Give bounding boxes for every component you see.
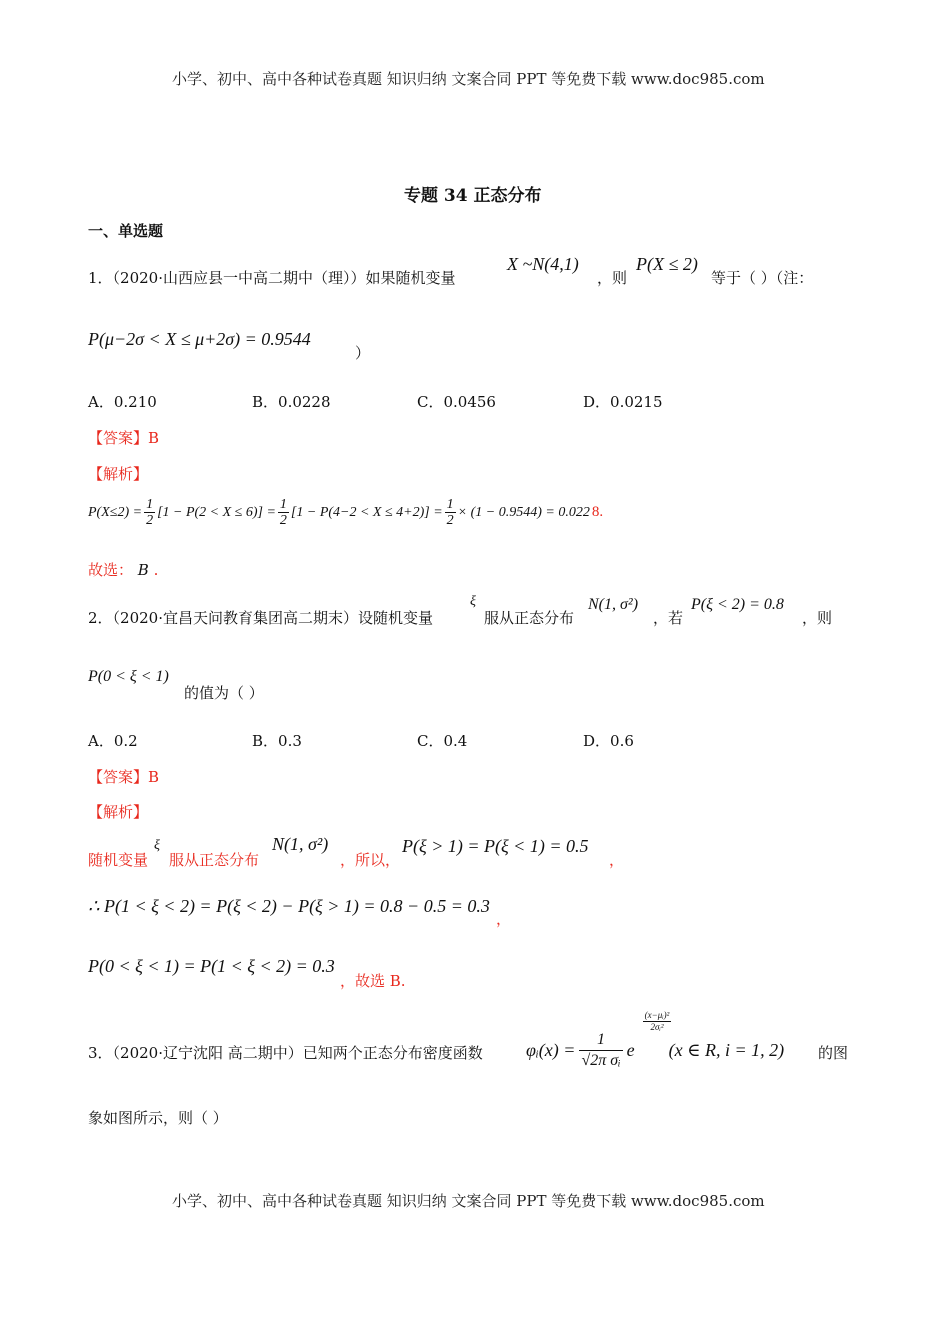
q2-analysis-math-2: P(ξ > 1) = P(ξ < 1) = 0.5 <box>402 836 589 856</box>
q2-analysis-line1-c: ，所以， <box>340 851 401 869</box>
q1-solution <box>88 497 603 528</box>
q2-option-d: D．0.6 <box>583 732 634 750</box>
q3-stem-a: 3．（2020·辽宁沈阳 高二期中）已知两个正态分布密度函数 <box>88 1044 483 1062</box>
q1-conclusion-text: 故选： <box>88 561 134 579</box>
q3-exponent <box>643 1010 672 1033</box>
q1-sol-part2: [1 − P(2 < X ≤ 6)] = <box>157 504 276 520</box>
q2-analysis-line2: ∴ P(1 < ξ < 2) = P(ξ < 2) − P(ξ > 1) = 0.8 − 0.5 = 0.3 <box>88 896 490 916</box>
q2-math-1: N(1, σ²) <box>588 596 639 613</box>
q1-conclusion-letter: B <box>137 561 149 579</box>
q2-option-a: A．0.2 <box>88 732 138 750</box>
q1-sol-tail: 8. <box>591 504 604 520</box>
q1-sol-part4: × (1 − 0.9544) = 0.022 <box>457 504 590 520</box>
q1-analysis-label: 【解析】 <box>88 465 149 483</box>
q1-option-b: B．0.0228 <box>252 393 331 411</box>
q3-phi: φᵢ(x) = <box>526 1039 576 1060</box>
q1-sol-half-2: $\frac{1}{2}$ <box>279 497 287 528</box>
q1-stem-c: 等于（ ）（注： <box>711 269 814 287</box>
q2-analysis-line1-b: 服从正态分布 <box>169 851 260 869</box>
q2-stem-e: 的值为（ ） <box>184 684 264 702</box>
q1-option-a: A．0.210 <box>88 393 157 411</box>
q3-frac-num: 1 <box>579 1030 622 1051</box>
q1-sol-half-3: $\frac{1}{2}$ <box>446 497 454 528</box>
q2-xi: ξ <box>470 594 476 609</box>
page-footer: 小学、初中、高中各种试卷真题 知识归纳 文案合同 PPT 等免费下载 www.doc985.com <box>172 1192 765 1210</box>
q2-analysis-line3-end: ，故选 B. <box>340 972 406 990</box>
q2-math-2: P(ξ < 2) = 0.8 <box>691 596 784 613</box>
q1-conclusion-period: . <box>153 561 159 579</box>
q2-stem-d: ，则 <box>802 609 833 627</box>
q1-math-2: P(X ≤ 2) <box>636 254 698 274</box>
q3-exp-den: 2σᵢ² <box>650 1021 664 1032</box>
q1-answer: 【答案】B <box>88 429 160 447</box>
q1-option-c: C．0.0456 <box>417 393 496 411</box>
q3-e: e <box>626 1039 635 1060</box>
q3-exp-num: (x−μᵢ)² <box>644 1009 670 1020</box>
q2-stem-c: ，若 <box>653 609 684 627</box>
q1-stem-a: 1．（2020·山西应县一中高二期中（理））如果随机变量 <box>88 269 456 287</box>
q2-math-3: P(0 < ξ < 1) <box>88 668 169 685</box>
q1-stem-b: ，则 <box>597 269 628 287</box>
page-title: 专题 34 正态分布 <box>404 186 542 206</box>
q1-note-end: ） <box>355 344 371 362</box>
q2-stem-b: 服从正态分布 <box>484 609 575 627</box>
q2-analysis-line2-end: ， <box>496 910 512 928</box>
q1-option-d: D．0.0215 <box>583 393 663 411</box>
q2-analysis-line3: P(0 < ξ < 1) = P(1 < ξ < 2) = 0.3 <box>88 956 335 976</box>
q2-option-c: C．0.4 <box>417 732 468 750</box>
q2-analysis-label: 【解析】 <box>88 803 149 821</box>
q1-sol-part1: P(X≤2) = <box>88 504 143 520</box>
q2-analysis-line1-end: ， <box>609 851 625 869</box>
q3-density-formula <box>526 1009 785 1085</box>
q1-conclusion <box>88 559 158 580</box>
page-header: 小学、初中、高中各种试卷真题 知识归纳 文案合同 PPT 等免费下载 www.doc985.com <box>172 70 765 88</box>
q1-sol-half-1: $\frac{1}{2}$ <box>146 497 154 528</box>
q3-exponential <box>626 1009 670 1061</box>
q3-domain: (x ∈ R, i = 1, 2) <box>668 1039 785 1060</box>
q1-math-1: X ~N(4,1) <box>507 254 579 274</box>
q3-fraction <box>579 1030 622 1071</box>
q2-stem-a: 2．（2020·宜昌天问教育集团高二期末）设随机变量 <box>88 609 433 627</box>
section-heading: 一、单选题 <box>88 222 164 240</box>
q2-answer: 【答案】B <box>88 768 160 786</box>
q3-stem-b: 的图 <box>818 1044 849 1062</box>
q1-sol-part3: [1 − P(4−2 < X ≤ 4+2)] = <box>290 504 443 520</box>
q2-analysis-math-1: N(1, σ²) <box>272 834 329 854</box>
q3-frac-den: √2π σᵢ <box>581 1051 621 1069</box>
q3-stem-c: 象如图所示，则（ ） <box>88 1109 228 1127</box>
q2-analysis-xi: ξ <box>154 838 160 853</box>
q2-analysis-line1-a: 随机变量 <box>88 851 149 869</box>
q1-note-formula: P(μ−2σ < X ≤ μ+2σ) = 0.9544 <box>88 329 311 349</box>
q2-option-b: B．0.3 <box>252 732 302 750</box>
